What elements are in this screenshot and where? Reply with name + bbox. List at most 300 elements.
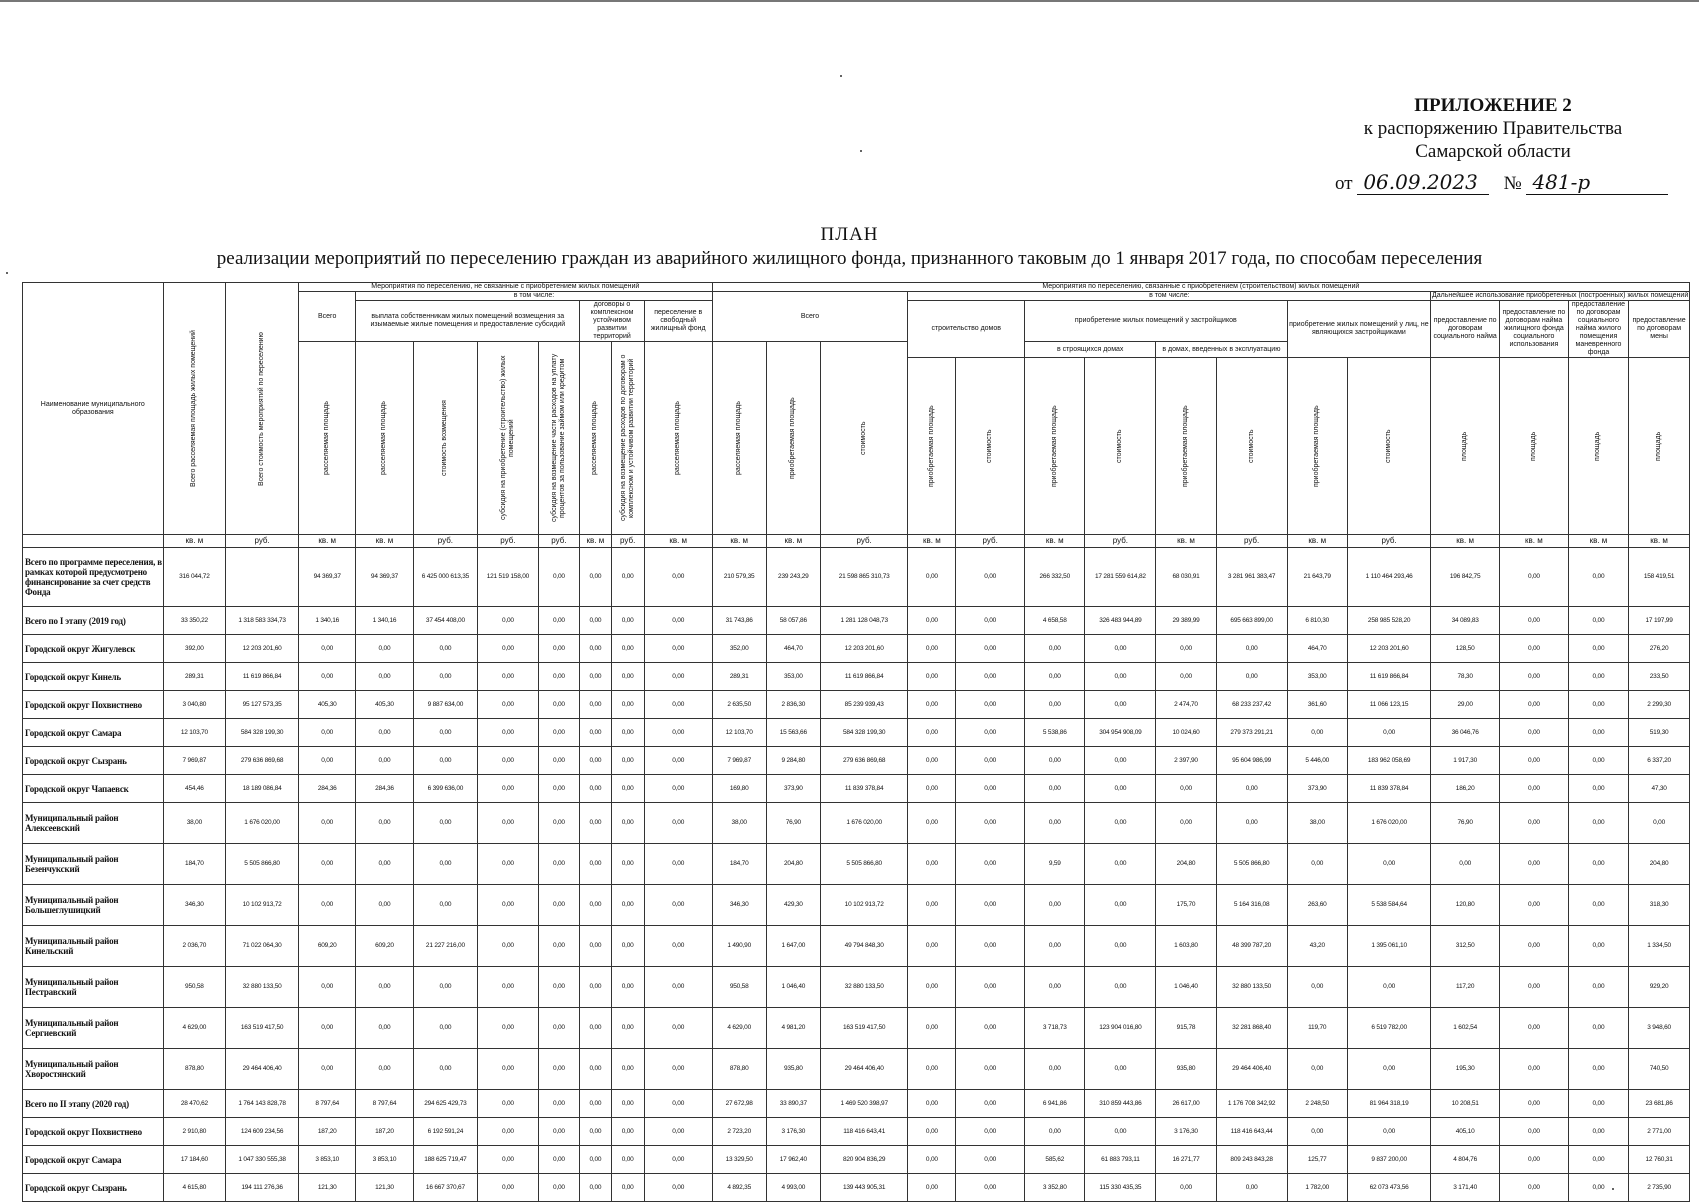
table-cell: 353,00 — [766, 663, 820, 691]
table-cell: 0,00 — [538, 635, 580, 663]
table-cell: 119,70 — [1287, 1008, 1347, 1049]
table-cell: 0,00 — [908, 635, 956, 663]
table-cell: 0,00 — [356, 1049, 413, 1090]
table-cell: 0,00 — [1568, 719, 1628, 747]
table-cell: 326 483 944,89 — [1085, 607, 1156, 635]
table-cell: 353,00 — [1287, 663, 1347, 691]
unit-cell: кв. м — [908, 535, 956, 548]
table-cell: 0,00 — [908, 926, 956, 967]
table-cell: 464,70 — [766, 635, 820, 663]
table-cell: 0,00 — [538, 691, 580, 719]
table-cell: 187,20 — [299, 1118, 356, 1146]
table-cell: 0,00 — [644, 1049, 712, 1090]
table-cell: 0,00 — [1568, 1118, 1628, 1146]
appendix-block — [1343, 94, 1643, 163]
table-cell: 0,00 — [644, 1008, 712, 1049]
table-cell: 6 810,30 — [1287, 607, 1347, 635]
table-cell: 0,00 — [1156, 775, 1216, 803]
table-cell: 0,00 — [478, 803, 538, 844]
table-cell: 0,00 — [413, 635, 478, 663]
table-cell: 1 602,54 — [1431, 1008, 1500, 1049]
table-cell: 0,00 — [580, 691, 611, 719]
table-cell: 464,70 — [1287, 635, 1347, 663]
table-cell: 0,00 — [1085, 775, 1156, 803]
table-cell: 16 667 370,67 — [413, 1174, 478, 1202]
table-cell: 121 519 158,00 — [478, 548, 538, 607]
table-cell: 0,00 — [478, 1118, 538, 1146]
table-cell: 0,00 — [908, 885, 956, 926]
table-cell: 0,00 — [611, 1049, 644, 1090]
table-cell: 0,00 — [1500, 1008, 1569, 1049]
table-cell: 0,00 — [611, 1174, 644, 1202]
table-cell: 0,00 — [1025, 691, 1085, 719]
table-cell: 0,00 — [580, 844, 611, 885]
table-cell: 294 625 429,73 — [413, 1090, 478, 1118]
table-cell: 929,20 — [1629, 967, 1690, 1008]
row-name: Муниципальный район Хворостянский — [23, 1049, 164, 1090]
table-cell: 0,00 — [1500, 635, 1569, 663]
table-cell: 0,00 — [413, 1008, 478, 1049]
table-cell: 0,00 — [1287, 844, 1347, 885]
date-prefix: от — [1335, 173, 1353, 194]
col-header-group-a: Мероприятия по переселению, не связанные с приобретением жилых помещений — [299, 283, 713, 292]
row-name: Городской округ Жигулевск — [23, 635, 164, 663]
table-cell: 1 046,40 — [766, 967, 820, 1008]
table-cell: 204,80 — [766, 844, 820, 885]
table-row — [23, 548, 1690, 607]
table-cell: 950,58 — [163, 967, 226, 1008]
table-cell: 36 046,76 — [1431, 719, 1500, 747]
table-cell: 0,00 — [580, 803, 611, 844]
table-cell: 0,00 — [1500, 607, 1569, 635]
vcol-b-build-area: приобретаемая площадь — [908, 358, 956, 535]
table-cell: 0,00 — [299, 1049, 356, 1090]
table-cell: 125,77 — [1287, 1146, 1347, 1174]
table-cell: 0,00 — [956, 885, 1025, 926]
table-cell: 0,00 — [644, 1118, 712, 1146]
table-cell: 0,00 — [1025, 803, 1085, 844]
table-cell: 21 643,79 — [1287, 548, 1347, 607]
table-cell: 0,00 — [1347, 967, 1430, 1008]
table-cell: 0,00 — [1500, 775, 1569, 803]
table-cell: 8 797,64 — [299, 1090, 356, 1118]
table-cell: 12 203 201,60 — [226, 635, 299, 663]
table-row — [23, 663, 1690, 691]
table-cell: 0,00 — [1500, 1090, 1569, 1118]
unit-cell: кв. м — [163, 535, 226, 548]
table-cell: 7 969,87 — [712, 747, 766, 775]
table-cell: 0,00 — [1085, 885, 1156, 926]
table-cell: 15 563,66 — [766, 719, 820, 747]
table-cell: 0,00 — [1500, 1146, 1569, 1174]
table-cell: 85 239 939,43 — [820, 691, 908, 719]
vcol-b-nondev-cost: стоимость — [1347, 358, 1430, 535]
row-name: Муниципальный район Кинельский — [23, 926, 164, 967]
col-header-b-nondev: приобретение жилых помещений у лиц, не являющихся застройщиками — [1287, 301, 1431, 358]
table-cell: 346,30 — [712, 885, 766, 926]
table-cell: 0,00 — [580, 1049, 611, 1090]
table-cell: 184,70 — [163, 844, 226, 885]
table-cell: 0,00 — [611, 663, 644, 691]
table-cell: 21 598 865 310,73 — [820, 548, 908, 607]
table-cell: 0,00 — [413, 1049, 478, 1090]
table-cell: 28 470,62 — [163, 1090, 226, 1118]
table-cell: 0,00 — [611, 635, 644, 663]
vcol-a-krt-subsidy: субсидия на возмещение расходов по договорам о комплексном и устойчивом развитии территорий — [611, 342, 644, 535]
table-cell: 0,00 — [1568, 926, 1628, 967]
col-header-group-b: Мероприятия по переселению, связанные с приобретением (строительством) жилых помещений — [712, 283, 1689, 292]
col-header-c: Дальнейшее использование приобретенных (построенных) жилых помещений — [1432, 292, 1689, 299]
table-cell: 11 066 123,15 — [1347, 691, 1430, 719]
table-cell: 0,00 — [1347, 1049, 1430, 1090]
table-cell: 0,00 — [580, 635, 611, 663]
table-cell: 6 192 591,24 — [413, 1118, 478, 1146]
table-cell: 0,00 — [644, 747, 712, 775]
table-cell: 0,00 — [299, 747, 356, 775]
table-cell: 4 629,00 — [712, 1008, 766, 1049]
table-cell: 935,80 — [766, 1049, 820, 1090]
table-cell: 0,00 — [1568, 663, 1628, 691]
table-cell: 78,30 — [1431, 663, 1500, 691]
table-cell: 21 227 216,00 — [413, 926, 478, 967]
table-cell: 0,00 — [299, 885, 356, 926]
col-header-b-dev-building: в строящихся домах — [1025, 342, 1156, 358]
table-cell: 284,36 — [299, 775, 356, 803]
table-cell: 405,30 — [299, 691, 356, 719]
vcol-b-build-cost: стоимость — [956, 358, 1025, 535]
table-cell: 0,00 — [580, 775, 611, 803]
table-cell: 0,00 — [478, 1174, 538, 1202]
vcol-a-free-area: расселяемая площадь — [644, 342, 712, 535]
table-cell: 23 681,86 — [1629, 1090, 1690, 1118]
table-cell: 0,00 — [1025, 747, 1085, 775]
table-cell: 76,90 — [766, 803, 820, 844]
units-row — [23, 535, 1690, 548]
table-cell: 279 636 869,68 — [820, 747, 908, 775]
unit-cell: руб. — [611, 535, 644, 548]
col-header-b-incl: в том числе: — [908, 292, 1431, 301]
date-number-line — [1335, 170, 1668, 195]
table-cell: 32 880 133,50 — [226, 967, 299, 1008]
table-cell: 0,00 — [478, 775, 538, 803]
table-cell: 10 102 913,72 — [226, 885, 299, 926]
number-value: 481-р — [1526, 170, 1668, 195]
table-cell: 1 340,16 — [299, 607, 356, 635]
row-name: Муниципальный район Большеглушицкий — [23, 885, 164, 926]
table-cell: 0,00 — [908, 1146, 956, 1174]
table-cell: 163 519 417,50 — [226, 1008, 299, 1049]
table-cell: 12 103,70 — [712, 719, 766, 747]
col-header-total-cost: Всего стоимость мероприятий по переселению — [226, 283, 299, 535]
table-cell: 204,80 — [1156, 844, 1216, 885]
table-cell: 0,00 — [1085, 1118, 1156, 1146]
vcol-a-buyout-cost: стоимость возмещения — [413, 342, 478, 535]
table-cell: 0,00 — [1085, 926, 1156, 967]
table-cell: 0,00 — [478, 885, 538, 926]
unit-cell: руб. — [820, 535, 908, 548]
table-cell: 0,00 — [1085, 967, 1156, 1008]
table-cell: 0,00 — [538, 885, 580, 926]
row-name: Городской округ Самара — [23, 719, 164, 747]
table-cell: 0,00 — [538, 1174, 580, 1202]
table-cell: 0,00 — [611, 548, 644, 607]
table-cell: 239 243,29 — [766, 548, 820, 607]
row-name: Всего по программе переселения, в рамках которой предусмотрено финансирование за счет средств Фонда — [23, 548, 164, 607]
row-name: Всего по I этапу (2019 год) — [23, 607, 164, 635]
unit-cell: руб. — [956, 535, 1025, 548]
table-cell: 0,00 — [356, 885, 413, 926]
table-cell: 352,00 — [712, 635, 766, 663]
table-cell: 0,00 — [356, 635, 413, 663]
table-row — [23, 1090, 1690, 1118]
table-cell: 18 189 086,84 — [226, 775, 299, 803]
table-cell: 0,00 — [908, 844, 956, 885]
table-cell: 0,00 — [1500, 663, 1569, 691]
plan-table-wrapper — [22, 282, 1690, 1202]
vcol-a-subsidy-buy: субсидия на приобретение (строительство) жилых помещений — [478, 342, 538, 535]
table-cell: 0,00 — [299, 635, 356, 663]
table-cell: 3 040,80 — [163, 691, 226, 719]
table-cell: 0,00 — [908, 775, 956, 803]
table-cell: 0,00 — [1156, 635, 1216, 663]
table-cell: 62 073 473,56 — [1347, 1174, 1430, 1202]
unit-cell: кв. м — [644, 535, 712, 548]
table-cell: 0,00 — [538, 607, 580, 635]
table-cell: 0,00 — [413, 844, 478, 885]
table-cell: 392,00 — [163, 635, 226, 663]
table-cell: 820 904 836,29 — [820, 1146, 908, 1174]
table-cell: 0,00 — [538, 1008, 580, 1049]
table-cell: 0,00 — [1025, 635, 1085, 663]
unit-cell: кв. м — [356, 535, 413, 548]
table-cell: 0,00 — [356, 844, 413, 885]
table-cell: 0,00 — [580, 719, 611, 747]
table-cell — [226, 548, 299, 607]
table-cell: 0,00 — [1500, 967, 1569, 1008]
table-row — [23, 747, 1690, 775]
table-cell: 10 102 913,72 — [820, 885, 908, 926]
table-cell: 0,00 — [908, 719, 956, 747]
table-cell: 0,00 — [908, 691, 956, 719]
table-cell: 0,00 — [1431, 844, 1500, 885]
table-cell: 0,00 — [611, 747, 644, 775]
row-name: Городской округ Сызрань — [23, 747, 164, 775]
table-cell: 95 127 573,35 — [226, 691, 299, 719]
table-cell: 0,00 — [956, 663, 1025, 691]
table-cell: 0,00 — [413, 803, 478, 844]
table-cell: 454,46 — [163, 775, 226, 803]
table-cell: 0,00 — [1568, 1049, 1628, 1090]
table-cell: 0,00 — [478, 691, 538, 719]
table-cell: 0,00 — [1025, 663, 1085, 691]
table-cell: 878,80 — [163, 1049, 226, 1090]
row-name: Городской округ Чапаевск — [23, 775, 164, 803]
table-cell: 0,00 — [1025, 775, 1085, 803]
table-cell: 11 619 866,84 — [1347, 663, 1430, 691]
table-cell: 0,00 — [538, 803, 580, 844]
table-cell: 0,00 — [1025, 1118, 1085, 1146]
table-cell: 12 103,70 — [163, 719, 226, 747]
table-cell: 1 281 128 048,73 — [820, 607, 908, 635]
table-cell: 37 454 408,00 — [413, 607, 478, 635]
table-row — [23, 775, 1690, 803]
table-cell: 118 416 643,41 — [820, 1118, 908, 1146]
table-cell: 584 328 199,30 — [820, 719, 908, 747]
table-cell: 34 089,83 — [1431, 607, 1500, 635]
table-cell: 0,00 — [644, 635, 712, 663]
table-cell: 609,20 — [356, 926, 413, 967]
table-cell: 0,00 — [1085, 663, 1156, 691]
unit-cell: кв. м — [1629, 535, 1690, 548]
table-cell: 0,00 — [538, 926, 580, 967]
table-cell: 519,30 — [1629, 719, 1690, 747]
col-header-b-total: Всего — [712, 292, 908, 342]
table-cell: 0,00 — [1568, 635, 1628, 663]
table-cell: 0,00 — [908, 548, 956, 607]
table-cell: 9 837 200,00 — [1347, 1146, 1430, 1174]
row-name: Городской округ Похвистнево — [23, 1118, 164, 1146]
table-cell: 3 176,30 — [766, 1118, 820, 1146]
table-cell: 258 985 528,20 — [1347, 607, 1430, 635]
table-cell: 276,20 — [1629, 635, 1690, 663]
table-cell: 0,00 — [1216, 1174, 1287, 1202]
row-name: Муниципальный район Алексеевский — [23, 803, 164, 844]
table-cell: 158 419,51 — [1629, 548, 1690, 607]
table-cell: 3 171,40 — [1431, 1174, 1500, 1202]
unit-cell: кв. м — [1156, 535, 1216, 548]
document-subtitle: реализации мероприятий по переселению граждан из аварийного жилищного фонда, признанного таковым до 1 января 2017 года, по способам переселения — [216, 248, 1483, 269]
col-header-a-contracts: договоры о комплексном устойчивом развитии территорий — [580, 301, 645, 342]
table-cell: 3 176,30 — [1156, 1118, 1216, 1146]
table-cell: 0,00 — [1156, 803, 1216, 844]
table-cell: 0,00 — [1568, 691, 1628, 719]
table-cell: 0,00 — [1500, 803, 1569, 844]
table-cell: 289,31 — [712, 663, 766, 691]
unit-cell: кв. м — [1568, 535, 1628, 548]
table-cell: 0,00 — [644, 803, 712, 844]
table-cell: 0,00 — [478, 663, 538, 691]
table-cell: 1 340,16 — [356, 607, 413, 635]
table-cell: 0,00 — [1568, 747, 1628, 775]
table-cell: 188 625 719,47 — [413, 1146, 478, 1174]
table-cell: 1 917,30 — [1431, 747, 1500, 775]
table-cell: 0,00 — [1568, 885, 1628, 926]
table-cell: 2 397,90 — [1156, 747, 1216, 775]
table-cell: 0,00 — [299, 1008, 356, 1049]
table-cell: 346,30 — [163, 885, 226, 926]
table-cell: 0,00 — [1500, 844, 1569, 885]
table-cell: 3 281 961 383,47 — [1216, 548, 1287, 607]
table-cell: 43,20 — [1287, 926, 1347, 967]
row-name: Муниципальный район Пестравский — [23, 967, 164, 1008]
table-cell: 289,31 — [163, 663, 226, 691]
vcol-c1-area: площадь — [1431, 358, 1500, 535]
table-cell: 915,78 — [1156, 1008, 1216, 1049]
table-cell: 0,00 — [1287, 1118, 1347, 1146]
table-cell: 32 880 133,50 — [1216, 967, 1287, 1008]
table-cell: 0,00 — [611, 607, 644, 635]
table-row — [23, 803, 1690, 844]
table-cell: 29,00 — [1431, 691, 1500, 719]
table-cell: 0,00 — [644, 1090, 712, 1118]
table-cell: 10 208,51 — [1431, 1090, 1500, 1118]
table-cell: 1 676 020,00 — [226, 803, 299, 844]
table-cell: 0,00 — [956, 1049, 1025, 1090]
table-cell: 29 464 406,40 — [1216, 1049, 1287, 1090]
table-cell: 0,00 — [538, 747, 580, 775]
table-cell: 312,50 — [1431, 926, 1500, 967]
unit-cell: кв. м — [299, 535, 356, 548]
table-cell: 0,00 — [908, 967, 956, 1008]
table-cell: 0,00 — [1085, 1049, 1156, 1090]
table-cell: 29 464 406,40 — [820, 1049, 908, 1090]
table-cell: 0,00 — [580, 926, 611, 967]
table-cell: 878,80 — [712, 1049, 766, 1090]
table-cell: 0,00 — [956, 1174, 1025, 1202]
table-cell: 279 636 869,68 — [226, 747, 299, 775]
table-cell: 0,00 — [1500, 885, 1569, 926]
table-cell: 3 948,60 — [1629, 1008, 1690, 1049]
table-cell: 1 046,40 — [1156, 967, 1216, 1008]
table-cell: 0,00 — [611, 926, 644, 967]
table-cell: 0,00 — [1025, 967, 1085, 1008]
row-name: Всего по II этапу (2020 год) — [23, 1090, 164, 1118]
table-cell: 0,00 — [478, 926, 538, 967]
table-cell: 0,00 — [580, 1174, 611, 1202]
col-header-b-dev-built: в домах, введенных в эксплуатацию — [1156, 342, 1287, 358]
unit-cell: кв. м — [1287, 535, 1347, 548]
table-cell: 1 676 020,00 — [1347, 803, 1430, 844]
table-cell: 0,00 — [356, 803, 413, 844]
table-cell: 0,00 — [580, 967, 611, 1008]
table-cell: 4 804,76 — [1431, 1146, 1500, 1174]
col-header-b-dev: приобретение жилых помещений у застройщиков — [1025, 301, 1287, 342]
table-cell: 361,60 — [1287, 691, 1347, 719]
col-header-c1: предоставление по договорам социального найма — [1431, 301, 1500, 358]
table-cell: 68 030,91 — [1156, 548, 1216, 607]
table-cell: 0,00 — [1156, 1174, 1216, 1202]
table-cell: 0,00 — [956, 548, 1025, 607]
table-cell: 0,00 — [1500, 719, 1569, 747]
table-cell: 0,00 — [1568, 844, 1628, 885]
table-cell: 95 604 986,99 — [1216, 747, 1287, 775]
table-cell: 0,00 — [1500, 747, 1569, 775]
table-cell: 2 771,00 — [1629, 1118, 1690, 1146]
table-cell: 0,00 — [1156, 663, 1216, 691]
table-cell: 0,00 — [538, 775, 580, 803]
table-cell: 0,00 — [299, 967, 356, 1008]
table-cell: 4 658,58 — [1025, 607, 1085, 635]
table-cell: 0,00 — [538, 1146, 580, 1174]
table-cell: 0,00 — [580, 607, 611, 635]
table-cell: 6 941,86 — [1025, 1090, 1085, 1118]
table-cell: 10 024,60 — [1156, 719, 1216, 747]
table-row — [23, 1118, 1690, 1146]
table-cell: 0,00 — [644, 548, 712, 607]
table-cell: 0,00 — [478, 1049, 538, 1090]
table-cell: 0,00 — [1500, 1118, 1569, 1146]
vcol-b-area-acquired: приобретаемая площадь — [766, 342, 820, 535]
unit-cell: кв. м — [580, 535, 611, 548]
table-cell: 0,00 — [478, 1090, 538, 1118]
unit-cell: руб. — [226, 535, 299, 548]
table-cell: 0,00 — [1629, 803, 1690, 844]
table-cell: 11 619 866,84 — [226, 663, 299, 691]
table-cell: 5 538,86 — [1025, 719, 1085, 747]
table-cell: 38,00 — [1287, 803, 1347, 844]
table-cell: 61 883 793,11 — [1085, 1146, 1156, 1174]
table-cell: 0,00 — [299, 719, 356, 747]
